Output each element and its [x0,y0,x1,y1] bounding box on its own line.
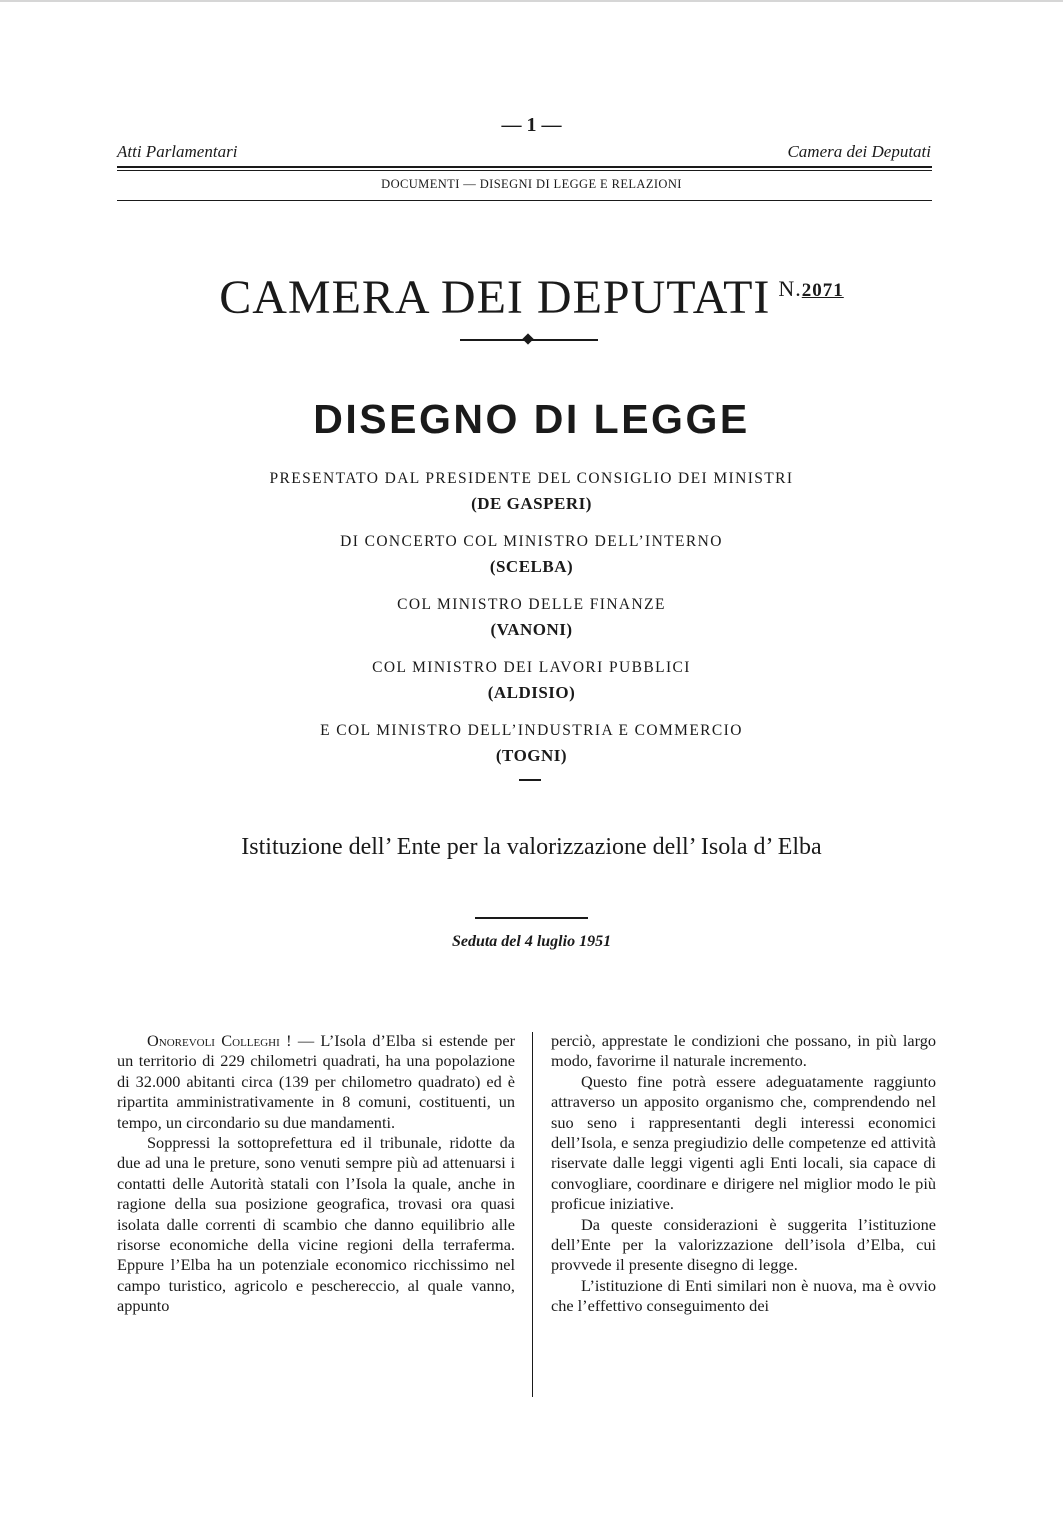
number-prefix: N. [778,276,802,301]
presenter-name-4: (ALDISIO) [487,683,576,702]
presenter-role-4: COL MINISTRO DEI LAVORI PUBBLICI [372,659,691,676]
body-paragraph: Questo fine potrà essere adeguatamente raggiunto attraverso un apposito organismo che, comprendendo nel suo seno i rappresentanti degli interessi economici dell’Isola, e senza pregiudizio delle competenze ed attività riservate dalle leggi vigenti agli Enti locali, sia capace di convogliare, coordinare e dirigere nel miglior modo le più proficue iniziative. [551,1071,936,1214]
presenter-name-3: (VANONI) [490,620,573,639]
header-left: Atti Parlamentari [117,142,238,161]
documents-line: DOCUMENTI — DISEGNI DI LEGGE E RELAZIONI [381,177,682,191]
presenter-role-2: DI CONCERTO COL MINISTRO DELL’INTERNO [340,533,723,550]
main-title [0,270,1063,325]
presenter-role-5: E COL MINISTRO DELL’INDUSTRIA E COMMERCIO [320,722,743,739]
body-column-left [117,1031,515,1317]
column-divider [532,1032,533,1397]
session-rule [475,917,588,919]
header-rule-top-thin [117,170,932,171]
document-type: DISEGNO DI LEGGE [313,396,750,442]
number-value: 2071 [801,280,844,301]
header-rule-bottom [117,200,932,201]
header-right: Camera dei Deputati [787,142,931,161]
body-paragraph: Da queste considerazioni è suggerita l’istituzione dell’Ente per la valorizzazione dell’isola d’Elba, cui provvede il presente disegno di legge. [551,1214,936,1275]
presenter-name-1: (DE GASPERI) [471,494,592,513]
body-column-right [551,1031,936,1317]
body-paragraph: perciò, apprestate le condizioni che possano, in più largo modo, favorirne il naturale incremento. [551,1031,936,1071]
title-ornament-diamond [522,333,533,344]
salutation: Onorevoli Colleghi ! [147,1031,292,1050]
bill-topic: Istituzione dell’ Ente per la valorizzazione dell’ Isola d’ Elba [241,834,822,860]
page-top-border [0,0,1063,2]
header-rule-top [117,166,932,168]
session-date: Seduta del 4 luglio 1951 [451,933,612,950]
page-number: — 1 — [501,114,562,136]
chamber-name: CAMERA DEI DEPUTATI [219,271,771,324]
section-dash [519,779,541,781]
body-paragraph [117,1031,515,1133]
presenter-role-3: COL MINISTRO DELLE FINANZE [397,596,666,613]
body-paragraph: L’istituzione di Enti similari non è nuova, ma è ovvio che l’effettivo conseguimento dei [551,1275,936,1316]
body-paragraph: Soppressi la sottoprefettura ed il tribunale, ridotte da due ad una le preture, sono venuti sempre più ad attenuarsi i contatti delle Autorità statali con l’Isola la quale, anche in ragione della sua posizione geografica, trovasi ora quasi isolata dalle correnti di scambio che danno equilibrio alle risorse economiche della vicine regioni della terraferma. Eppure l’Elba ha un potenziale economico ricchissimo nel campo turistico, agricolo e peschereccio, al quale vanno, appunto [117,1133,515,1316]
presenter-name-5: (TOGNI) [495,746,568,765]
document-number [778,276,843,301]
paragraph-text: — L’Isola d’Elba si estende per un territorio di 229 chilometri quadrati, ha una popolazione di 32.000 abitanti circa (139 per chilometro quadrato) ed è ripartita amministrativamente in 8 comuni, costituenti, un tempo, un circondario su due mandamenti. [117,1031,515,1132]
presenter-name-2: (SCELBA) [489,557,574,576]
presenter-role-1: PRESENTATO DAL PRESIDENTE DEL CONSIGLIO DEI MINISTRI [269,470,794,487]
